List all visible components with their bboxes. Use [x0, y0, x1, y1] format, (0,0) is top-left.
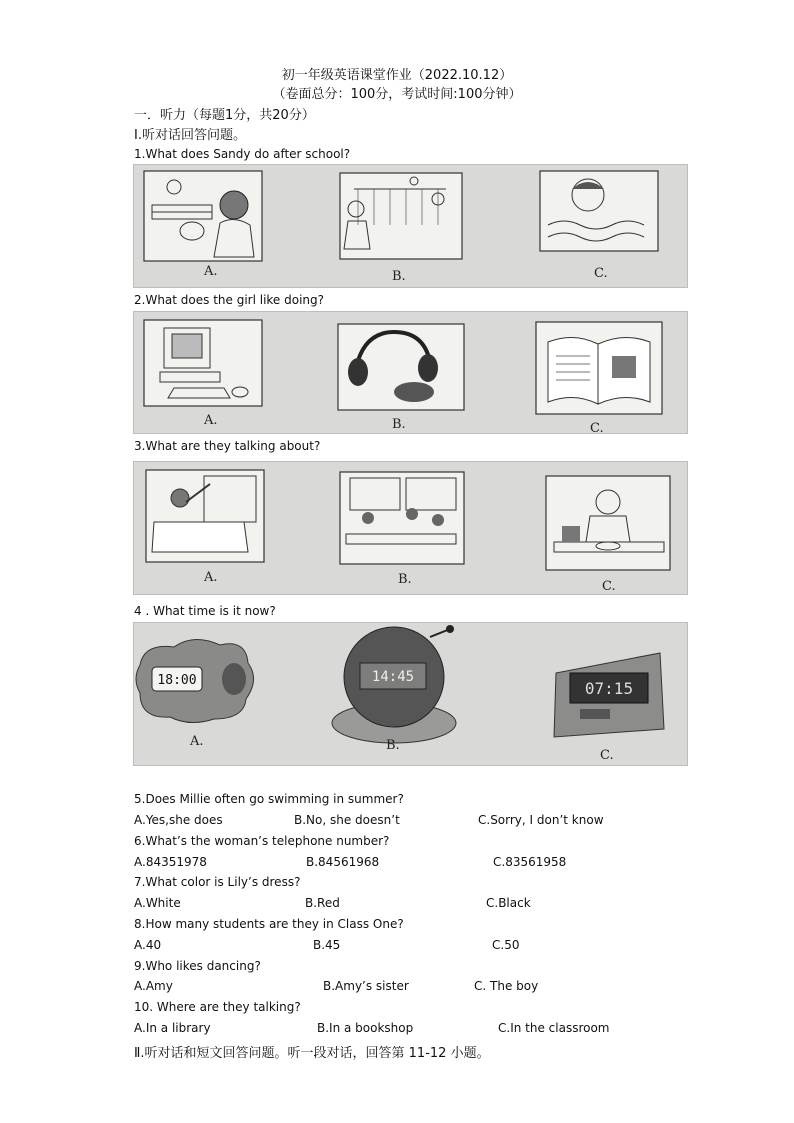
q5-option-c: C.Sorry, I don’t know: [478, 813, 604, 827]
q7-option-c: C.Black: [486, 896, 531, 910]
round-clock-time: 14:45: [371, 669, 415, 685]
part-one-heading: Ⅰ.听对话回答问题。: [134, 128, 246, 143]
question-1-picture: [133, 164, 688, 288]
q6-option-c: C.83561958: [493, 855, 567, 869]
part-two-heading: Ⅱ.听对话和短文回答问题。听一段对话，回答第 11-12 小题。: [134, 1046, 490, 1061]
q9-option-a: A.Amy: [134, 979, 173, 993]
question-4-picture: [133, 622, 688, 766]
q8-option-b: B.45: [313, 938, 341, 952]
sheep-clock-drawing: [136, 639, 254, 722]
question-7: 7.What color is Lily’s dress?: [134, 875, 301, 889]
question-3-picture: [133, 461, 688, 595]
computer-drawing: [144, 320, 262, 406]
sheep-clock-time: 18:00: [157, 673, 197, 688]
question-4: 4 . What time is it now?: [134, 604, 276, 618]
q6-option-a: A.84351978: [134, 855, 207, 869]
question-6: 6.What’s the woman’s telephone number?: [134, 834, 390, 848]
q4-option-c-label: C.: [600, 748, 614, 763]
q7-option-a: A.White: [134, 896, 181, 910]
q6-option-b: B.84561968: [306, 855, 380, 869]
q3-option-a-label: A.: [204, 570, 218, 585]
q5-option-a: A.Yes,she does: [134, 813, 223, 827]
q1-option-c-label: C.: [594, 266, 608, 281]
question-2-picture: [133, 311, 688, 434]
headphones-drawing: [338, 324, 464, 410]
q1-option-a-label: A.: [204, 264, 218, 279]
q5-option-b: B.No, she doesn’t: [294, 813, 400, 827]
q10-option-c: C.In the classroom: [498, 1021, 610, 1035]
q1-option-b-label: B.: [392, 269, 406, 284]
question-2: 2.What does the girl like doing?: [134, 293, 325, 307]
desk-clock-drawing: [554, 653, 664, 737]
waking-up-drawing: [146, 470, 264, 562]
q9-option-b: B.Amy’s sister: [323, 979, 409, 993]
question-9: 9.Who likes dancing?: [134, 959, 261, 973]
desk-clock-time: 07:15: [584, 679, 634, 698]
question-8: 8.How many students are they in Class One?: [134, 917, 404, 931]
worksheet-subtitle: （卷面总分：100分，考试时间:100分钟）: [272, 87, 522, 102]
q9-option-c: C. The boy: [474, 979, 539, 993]
q8-option-a: A.40: [134, 938, 162, 952]
question-10: 10. Where are they talking?: [134, 1000, 301, 1014]
q10-option-a: A.In a library: [134, 1021, 211, 1035]
table-tennis-drawing: [144, 171, 262, 261]
q3-option-b-label: B.: [398, 572, 412, 587]
worksheet-title: 初一年级英语课堂作业（2022.10.12）: [281, 68, 513, 83]
question-5: 5.Does Millie often go swimming in summer?: [134, 792, 404, 806]
q8-option-c: C.50: [492, 938, 520, 952]
classroom-drawing: [340, 472, 464, 564]
q2-option-b-label: B.: [392, 417, 406, 432]
q2-option-c-label: C.: [590, 421, 604, 433]
badminton-drawing: [340, 173, 462, 259]
breakfast-drawing: [546, 476, 670, 570]
q10-option-b: B.In a bookshop: [317, 1021, 414, 1035]
q4-option-b-label: B.: [386, 738, 400, 753]
question-3: 3.What are they talking about?: [134, 439, 321, 453]
book-drawing: [536, 322, 662, 414]
round-clock-drawing: [332, 625, 456, 743]
swimming-drawing: [540, 171, 658, 251]
section-heading: 一．听力（每题1分，共20分）: [134, 108, 315, 123]
q4-option-a-label: A.: [190, 734, 204, 749]
q7-option-b: B.Red: [305, 896, 340, 910]
q3-option-c-label: C.: [602, 579, 616, 594]
question-1: 1.What does Sandy do after school?: [134, 147, 351, 161]
q2-option-a-label: A.: [204, 413, 218, 428]
